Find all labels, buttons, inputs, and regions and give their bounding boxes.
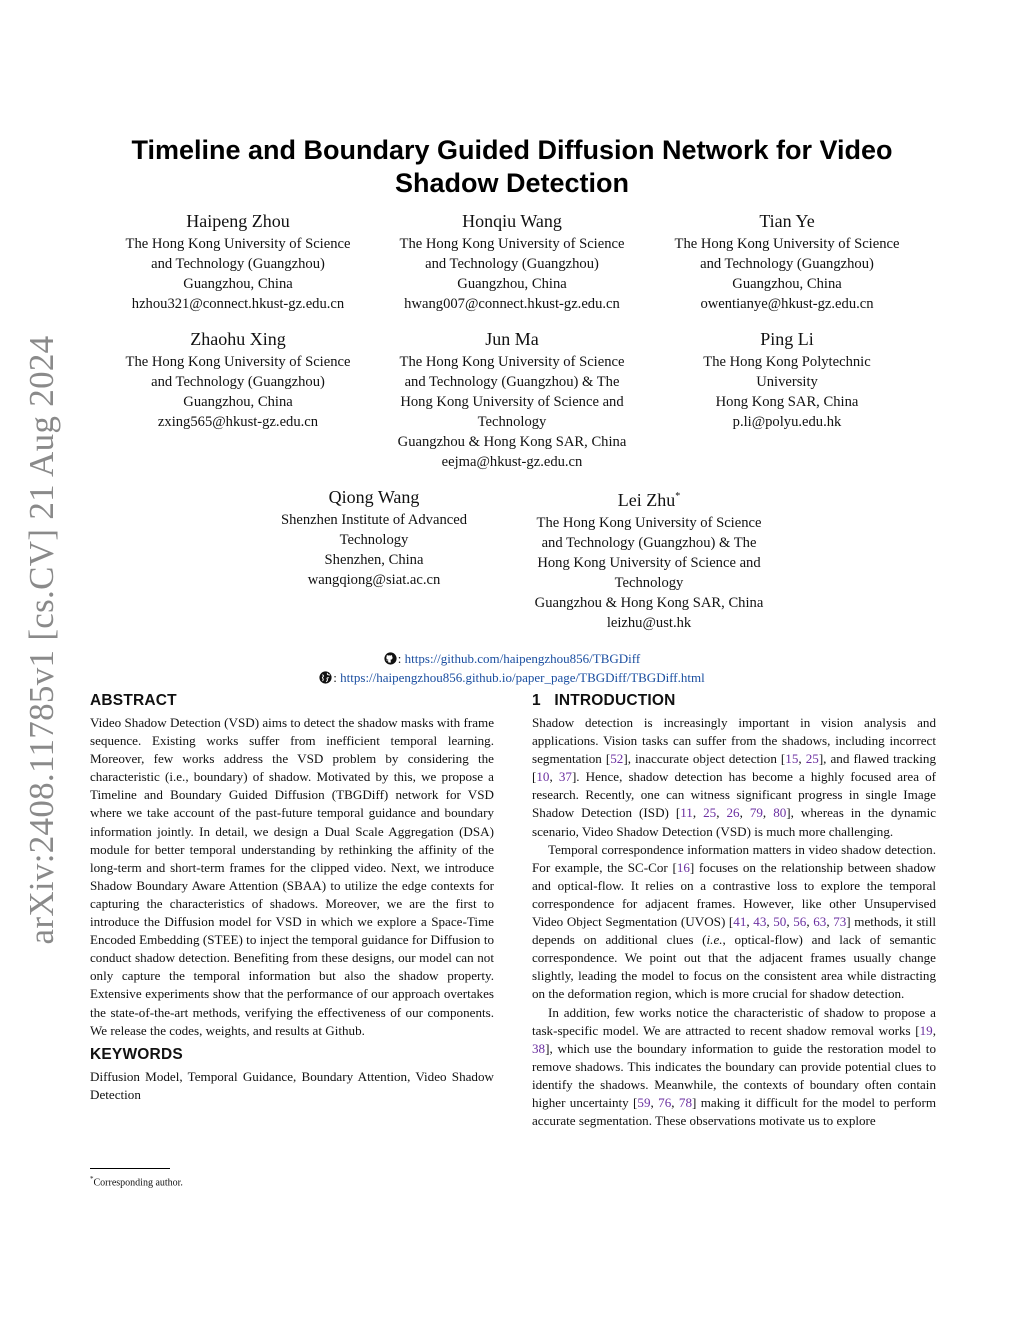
affiliation-line: University bbox=[756, 374, 818, 390]
author-email: hzhou321@connect.hkust-gz.edu.cn bbox=[131, 296, 345, 312]
citation[interactable]: 25 bbox=[805, 751, 819, 767]
citation[interactable]: 16 bbox=[676, 859, 690, 875]
keywords-heading: KEYWORDS bbox=[90, 1045, 183, 1063]
author-name: Tian Ye bbox=[759, 211, 815, 231]
affiliation-line: Guangzhou, China bbox=[183, 276, 293, 292]
author-block bbox=[382, 327, 642, 472]
citation[interactable]: 73 bbox=[833, 914, 847, 930]
citation[interactable]: 26 bbox=[726, 805, 740, 821]
author-email: p.li@polyu.edu.hk bbox=[732, 414, 842, 430]
author-block bbox=[657, 327, 917, 432]
affiliation-line: Guangzhou & Hong Kong SAR, China bbox=[534, 595, 764, 611]
author-name: Qiong Wang bbox=[328, 487, 420, 507]
footnote-text: Corresponding author. bbox=[93, 1177, 183, 1189]
intro-paragraph-3: In addition, few works notice the characteristic of shadow to propose a task-specific model. We are attracted to recent shadow removal works [19, 38], which use the boundary information to guide the restoration model to remove shadows. This indicates the boundary can provide potential clues to identify the shadows. Meanwhile, the contexts of boundary often contain higher uncertainty [59, 76, 78] making it difficult for the model to perform accurate segmentation. These observations motivate us to explore bbox=[532, 1004, 937, 1129]
citation[interactable]: 79 bbox=[749, 805, 763, 821]
affiliation-line: Shenzhen Institute of Advanced bbox=[280, 512, 468, 528]
affiliation-line: Guangzhou, China bbox=[183, 394, 293, 410]
author-email: eejma@hkust-gz.edu.cn bbox=[441, 454, 583, 470]
left-column bbox=[90, 691, 494, 1104]
author-email: hwang007@connect.hkust-gz.edu.cn bbox=[404, 296, 620, 312]
affiliation-line: Hong Kong SAR, China bbox=[715, 394, 859, 410]
affiliation-line: Technology bbox=[477, 414, 547, 430]
affiliation-line: The Hong Kong University of Science bbox=[399, 354, 625, 370]
affiliation-line: Hong Kong University of Science and bbox=[537, 555, 761, 571]
affiliation-line: The Hong Kong University of Science bbox=[399, 236, 625, 252]
citation[interactable]: 11 bbox=[680, 805, 693, 821]
affiliation-line: The Hong Kong University of Science bbox=[674, 236, 900, 252]
footnote-mark: * bbox=[90, 1175, 94, 1183]
affiliation-line: The Hong Kong University of Science bbox=[125, 236, 351, 252]
affiliation-line: and Technology (Guangzhou) bbox=[151, 374, 325, 390]
citation[interactable]: 37 bbox=[558, 769, 572, 785]
citation[interactable]: 80 bbox=[773, 805, 787, 821]
author-block bbox=[108, 209, 368, 314]
author-name: Jun Ma bbox=[485, 329, 539, 349]
affiliation-line: The Hong Kong Polytechnic bbox=[703, 354, 871, 370]
citation[interactable]: 10 bbox=[536, 769, 550, 785]
author-block bbox=[382, 209, 642, 314]
author-email: owentianye@hkust-gz.edu.cn bbox=[700, 296, 874, 312]
paper-title: Timeline and Boundary Guided Diffusion Network for Video Shadow Detection bbox=[131, 135, 893, 198]
intro-paragraph-2: Temporal correspondence information matters in video shadow detection. For example, the SC-Cor [16] focuses on the relationship between shadow and optical-flow. It relies on a contrastive loss to explore the temporal correspondence for adjacent frames. However, like other Unsupervised Video Object Segmentation (UVOS) [41, 43, 50, 56, 63, 73] methods, it still depends on additional clues (i.e., optical-flow) and lack of semantic correspondence. We point out that the adjacent frames usually change slightly, leading the model to focus on the consistent area while distracting on the deformation region, which is more crucial for shadow detection. bbox=[532, 841, 937, 1002]
github-link[interactable]: https://github.com/haipengzhou856/TBGDiff bbox=[404, 651, 641, 666]
citation[interactable]: 19 bbox=[919, 1022, 933, 1038]
author-name: Ping Li bbox=[760, 329, 814, 349]
citation[interactable]: 56 bbox=[793, 914, 807, 930]
affiliation-line: Shenzhen, China bbox=[324, 552, 424, 568]
introduction-heading: 1 INTRODUCTION bbox=[532, 692, 676, 709]
citation[interactable]: 41 bbox=[733, 914, 747, 930]
citation[interactable]: 59 bbox=[637, 1094, 651, 1110]
citation[interactable]: 43 bbox=[753, 914, 767, 930]
footnote-rule bbox=[90, 1168, 170, 1169]
author-name: Haipeng Zhou bbox=[186, 211, 290, 231]
project-link[interactable]: https://haipengzhou856.github.io/paper_page/TBGDiff/TBGDiff.html bbox=[340, 670, 705, 685]
corresponding-mark: * bbox=[675, 491, 681, 502]
right-column bbox=[532, 691, 936, 1130]
affiliation-line: Guangzhou, China bbox=[457, 276, 567, 292]
citation[interactable]: 63 bbox=[813, 914, 827, 930]
author-email: zxing565@hkust-gz.edu.cn bbox=[157, 414, 319, 430]
author-block bbox=[657, 209, 917, 314]
project-link-line: : https://haipengzhou856.github.io/paper_page/TBGDiff/TBGDiff.html bbox=[0, 668, 1024, 687]
citation[interactable]: 78 bbox=[678, 1094, 692, 1110]
links-block bbox=[0, 649, 1024, 687]
footnote bbox=[90, 1173, 183, 1189]
affiliation-line: Hong Kong University of Science and bbox=[400, 394, 624, 410]
abstract-heading: ABSTRACT bbox=[90, 692, 177, 709]
affiliation-line: and Technology (Guangzhou) bbox=[425, 256, 599, 272]
author-block bbox=[108, 327, 368, 432]
affiliation-line: The Hong Kong University of Science bbox=[125, 354, 351, 370]
github-icon bbox=[384, 652, 397, 665]
author-block bbox=[244, 485, 504, 590]
author-name: Honqiu Wang bbox=[462, 211, 562, 231]
citation[interactable]: 38 bbox=[532, 1040, 546, 1056]
affiliation-line: and Technology (Guangzhou) bbox=[151, 256, 325, 272]
abstract-text: Video Shadow Detection (VSD) aims to detect the shadow masks with frame sequence. Existing works suffer from inefficient temporal learning. Moreover, few works address the VSD problem by considering the characteristic (i.e., boundary) of shadow. Motivated by this, we propose a Timeline and Boundary Guided Diffusion (TBGDiff) network for VSD where we take account of the past-future temporal guidance and boundary information jointly. In detail, we design a Dual Scale Aggregation (DSA) module for better temporal understanding by rethinking the affinity of the long-term and short-term frames for the clipped video. Next, we introduce Shadow Boundary Aware Attention (SBAA) to utilize the edge contexts for capturing the characteristics of shadows. Moreover, we are the first to introduce the Diffusion model for VSD in which we explore a Space-Time Encoded Embedding (STEE) to inject the temporal guidance for Diffusion to conduct shadow detection. Benefiting from these designs, our model can not only capture the temporal information but also the shadow property. Extensive experiments show that the performance of our approach overtakes the state-of-the-art methods, verifying the effectiveness of our components. We release the codes, weights, and results at Github. bbox=[90, 715, 494, 1038]
citation[interactable]: 15 bbox=[785, 751, 799, 767]
citation[interactable]: 50 bbox=[773, 914, 787, 930]
affiliation-line: Technology bbox=[339, 532, 409, 548]
affiliation-line: Technology bbox=[614, 575, 684, 591]
author-name: Zhaohu Xing bbox=[190, 329, 286, 349]
affiliation-line: and Technology (Guangzhou) & The bbox=[404, 374, 620, 390]
affiliation-line: Guangzhou & Hong Kong SAR, China bbox=[397, 434, 627, 450]
citation[interactable]: 76 bbox=[658, 1094, 672, 1110]
author-block bbox=[519, 485, 779, 633]
keywords-text: Diffusion Model, Temporal Guidance, Boundary Attention, Video Shadow Detection bbox=[90, 1068, 494, 1102]
affiliation-line: and Technology (Guangzhou) bbox=[700, 256, 874, 272]
author-email: wangqiong@siat.ac.cn bbox=[307, 572, 441, 588]
affiliation-line: and Technology (Guangzhou) & The bbox=[541, 535, 757, 551]
author-name bbox=[519, 485, 779, 512]
citation[interactable]: 52 bbox=[610, 751, 624, 767]
affiliation-line: The Hong Kong University of Science bbox=[536, 515, 762, 531]
citation[interactable]: 25 bbox=[703, 805, 717, 821]
author-name-text: Lei Zhu bbox=[617, 490, 676, 510]
github-link-line: : https://github.com/haipengzhou856/TBGDiff bbox=[0, 649, 1024, 668]
affiliation-line: Guangzhou, China bbox=[732, 276, 842, 292]
author-email: leizhu@ust.hk bbox=[606, 615, 692, 631]
globe-icon bbox=[319, 671, 332, 684]
intro-paragraph-1: Shadow detection is increasingly important in vision analysis and applications. Vision tasks can suffer from the shadows, including incorrect segmentation [52], inaccurate object detection [15, 25], and flawed tracking [10, 37]. Hence, shadow detection has become a highly focused area of research. Recently, one can witness significant progress in single Image Shadow Detection (ISD) [11, 25, 26, 79, 80], whereas in the dynamic scenario, Video Shadow Detection (VSD) is much more challenging. bbox=[532, 715, 937, 839]
